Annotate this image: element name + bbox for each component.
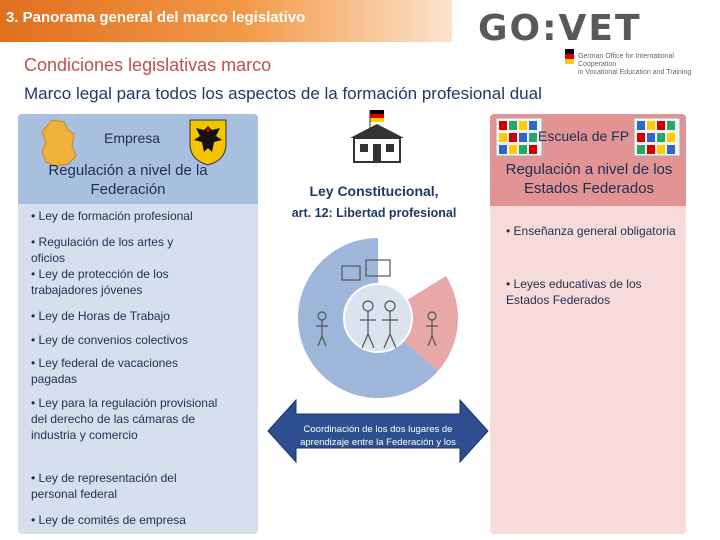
left-panel-label: Empresa — [104, 130, 161, 146]
list-item: • Leyes educativas de los Estados Federados — [506, 277, 642, 307]
header-bar — [0, 0, 452, 42]
header-title: 3. Panorama general del marco legislativo — [6, 9, 306, 26]
govet-logo — [478, 8, 692, 76]
school-building-icon — [344, 108, 410, 168]
list-item: • Ley federal de vacaciones pagadas — [31, 356, 178, 386]
right-panel — [490, 114, 686, 534]
list-item: • Ley de formación profesional — [31, 209, 193, 223]
list-item: • Ley de Horas de Trabajo — [31, 309, 170, 323]
right-panel-label: Escuela de FP — [538, 128, 630, 144]
left-panel — [18, 114, 258, 534]
list-item: • Ley de representación del personal federal — [31, 471, 177, 501]
german-flag-icon — [565, 49, 574, 64]
list-item: • Ley de convenios colectivos — [31, 333, 188, 347]
right-panel-heading: Regulación a nivel de los Estados Federados — [505, 161, 673, 197]
list-item: • Enseñanza general obligatoria — [506, 224, 676, 238]
left-panel-heading: Regulación a nivel de la Federación — [48, 162, 208, 198]
state-coats-of-arms-icon — [494, 116, 544, 158]
arrow-text: Coordinación de los dos lugares de aprendizaje entre la Federación y los Estados Federados — [300, 424, 456, 461]
list-item: • Ley para la regulación provisional del derecho de las cámaras de industria y comercio — [31, 396, 218, 442]
eagle-coat-of-arms-icon — [186, 118, 230, 166]
slide-subtitle: Marco legal para todos los aspectos de la formación profesional dual — [24, 84, 542, 103]
logo-subtitle — [578, 53, 698, 77]
pie-diagram-icon — [296, 236, 460, 400]
list-item: • Ley de protección de los trabajadores jóvenes — [31, 267, 169, 297]
list-item: • Regulación de los artes y oficios — [31, 235, 174, 265]
state-coats-of-arms-icon — [632, 116, 682, 158]
logo-sub-line2: in Vocational Education and Training — [578, 69, 692, 76]
list-item: • Ley de comités de empresa — [31, 513, 186, 527]
center-title: Ley Constitucional, — [309, 183, 439, 199]
slide-title: Condiciones legislativas marco — [24, 55, 272, 75]
logo-sub-line1: German Office for International Cooperation — [578, 53, 674, 68]
logo-word: GO:VET — [478, 8, 642, 49]
center-subtitle: art. 12: Libertad profesional — [291, 206, 457, 220]
